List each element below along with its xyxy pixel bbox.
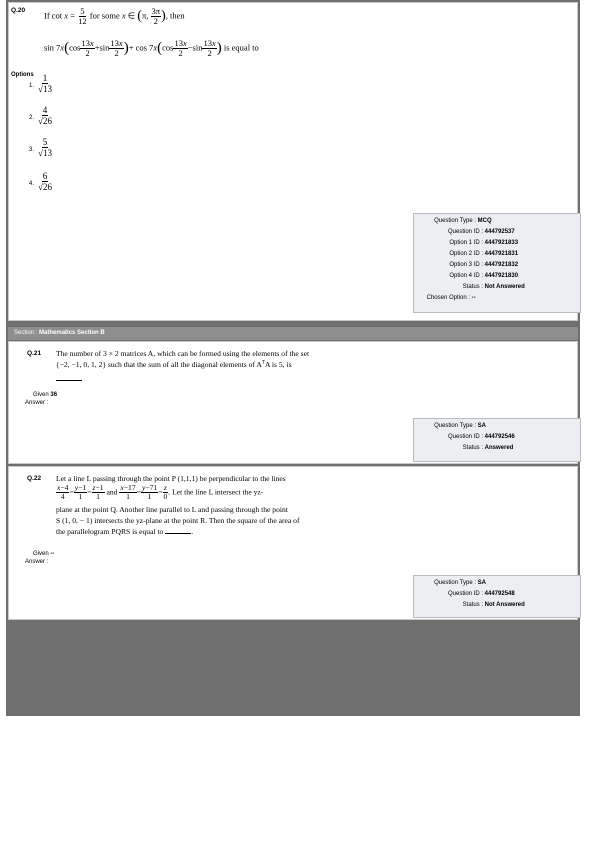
info-question-id: Question ID : 444792546 xyxy=(447,434,515,440)
question-20-line-1: If cot x = $\frac{5}{12}$ for some x ∈ (π, $\frac{3\pi}{2}$ ), then xyxy=(44,6,185,26)
question-21-panel xyxy=(8,341,578,464)
info-question-type: Question Type : SA xyxy=(434,580,487,586)
answer-label: Answer : xyxy=(25,559,49,565)
section-header: Section : Mathematics Section B xyxy=(8,327,578,340)
info-status: Status : Not Answered xyxy=(462,284,525,290)
answer-label: Answer : xyxy=(25,400,49,406)
question-number: Q.21 xyxy=(27,350,42,357)
question-20-info-box xyxy=(413,213,581,313)
info-chosen-option: Chosen Option : -- xyxy=(426,295,476,301)
question-22-line-3: plane at the point Q. Another line parallel to L and passing through the point xyxy=(56,505,288,514)
question-20-line-2: sin 7x(cos $\frac{13x}{2}$ +sin $\frac{13x}{2}$ )+ cos 7x(cos $\frac{13x}{2}$ −sin $\frac{13x}{2}$ ) is equal to xyxy=(44,38,259,58)
info-question-type: Question Type : SA xyxy=(434,423,487,429)
question-22-info-box xyxy=(413,575,581,618)
info-status: Status : Not Answered xyxy=(462,602,525,608)
question-21-line-1: The number of 3 × 2 matrices A, which can be formed using the elements of the set xyxy=(56,349,310,358)
options-label: Options xyxy=(11,72,34,78)
question-number: Q.20 xyxy=(11,7,26,14)
info-status: Status : Answered xyxy=(462,445,514,451)
question-20-panel: Q.20 If cot x = $\frac{5}{12}$ for some x ∈ (π, $\frac{3\pi}{2}$ ), then sin 7x(cos $\frac{13x}{2}$ +sin $\frac{13x}{2}$ )+ cos 7x(cos $\frac{13x}{2}$ −sin $\frac{13x}{2}$ ) is equal to Options 1. $\frac{1}{√13}$ 2. $\frac{4}{√26}$ 3. $\frac{5}{√13}$ 4. $\frac{6}{√26}$ Question Type : MCQ Question ID : 444792537 Option 1 ID : 4447921833 Option 2 ID : 4447921831 Option 3 ID : 4447921832 Option 4 ID : 4447921830 Status : Not Answered Chosen Option : -- xyxy=(8,2,578,321)
info-option-1-id: Option 1 ID : 4447921833 xyxy=(449,240,519,246)
info-question-id: Question ID : 444792537 xyxy=(447,229,515,235)
question-22-line-4: S (1, 0, − 1) intersects the yz-plane at the point R. Then the square of the area of xyxy=(56,516,300,525)
question-number: Q.22 xyxy=(27,475,42,482)
question-21-info-box xyxy=(413,418,581,462)
info-question-type: Question Type : MCQ xyxy=(434,218,492,224)
info-option-3-id: Option 3 ID : 4447921832 xyxy=(449,262,519,268)
info-question-id: Question ID : 444792548 xyxy=(447,591,515,597)
question-22-line-1: Let a line L passing through the point P (1,1,1) be perpendicular to the lines xyxy=(56,474,286,483)
answer-blank xyxy=(165,533,191,534)
info-option-4-id: Option 4 ID : 4447921830 xyxy=(449,273,519,279)
question-21-line-2: {−2, −1, 0, 1, 2} such that the sum of all the diagonal elements of $A^TA$ is 5, is xyxy=(56,360,292,369)
answer-blank xyxy=(56,380,82,381)
question-22-line-2: $\frac{x-4}{4}$ = $\frac{y-1}{1}$ = $\frac{z-1}{1}$ and $\frac{x-17}{1}$ = $\frac{y-71}{1}$ = $\frac{z}{0}$ . Let the line L intersect the yz- xyxy=(57,483,264,501)
info-option-2-id: Option 2 ID : 4447921831 xyxy=(449,251,519,257)
given-answer: Given -- xyxy=(33,551,55,557)
question-22-panel xyxy=(8,466,578,620)
given-answer: Given 36 xyxy=(33,392,58,398)
question-22-line-5: the parallelogram PQRS is equal to . xyxy=(56,527,194,536)
